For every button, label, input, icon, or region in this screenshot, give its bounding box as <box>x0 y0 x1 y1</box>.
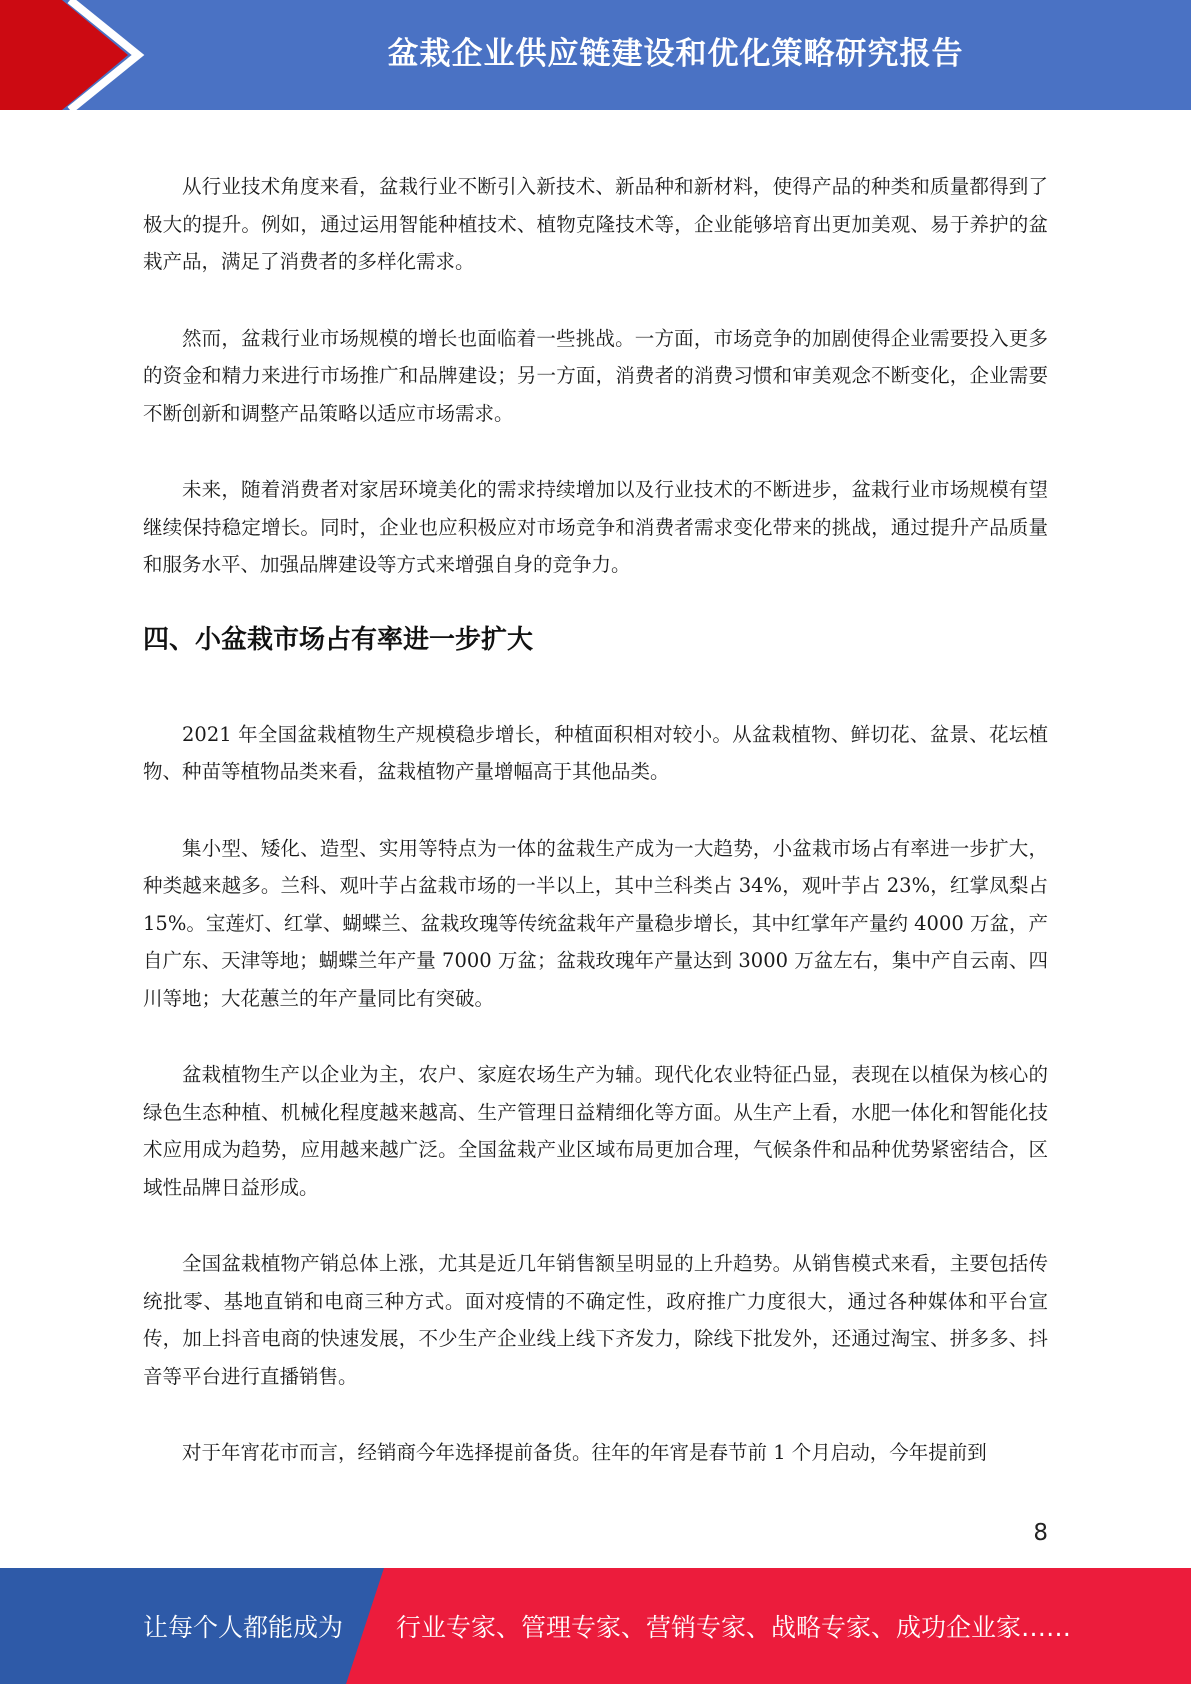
paragraph: 未来，随着消费者对家居环境美化的需求持续增加以及行业技术的不断进步，盆栽行业市场规模有望继续保持稳定增长。同时，企业也应积极应对市场竞争和消费者需求变化带来的挑战，通过提升产品质量和服务水平、加强品牌建设等方式来增强自身的竞争力。 <box>143 478 1048 576</box>
report-title: 盆栽企业供应链建设和优化策略研究报告 <box>387 35 964 72</box>
page-footer <box>0 1568 1191 1684</box>
paragraph: 对于年宵花市而言，经销商今年选择提前备货。往年的年宵是春节前 1 个月启动，今年提前到 <box>182 1441 987 1464</box>
footer-slogan-left: 让每个人都能成为 <box>143 1613 344 1642</box>
paragraph: 全国盆栽植物产销总体上涨，尤其是近几年销售额呈明显的上升趋势。从销售模式来看，主要包括传统批零、基地直销和电商三种方式。面对疫情的不确定性，政府推广力度很大，通过各种媒体和平台宣传，加上抖音电商的快速发展，不少生产企业线上线下齐发力，除线下批发外，还通过淘宝、拼多多、抖音等平台进行直播销售。 <box>143 1252 1048 1388</box>
page-number: 8 <box>1033 1520 1048 1546</box>
paragraph: 2021 年全国盆栽植物生产规模稳步增长，种植面积相对较小。从盆栽植物、鲜切花、盆景、花坛植物、种苗等植物品类来看，盆栽植物产量增幅高于其他品类。 <box>143 722 1048 783</box>
document-body <box>143 168 1048 1472</box>
paragraph: 集小型、矮化、造型、实用等特点为一体的盆栽生产成为一大趋势，小盆栽市场占有率进一步扩大，种类越来越多。兰科、观叶芋占盆栽市场的一半以上，其中兰科类占 34%，观叶芋占 23%，红掌凤梨占 15%。宝莲灯、红掌、蝴蝶兰、盆栽玫瑰等传统盆栽年产量稳步增长，其中红掌年产量约 4000 万盆，产自广东、天津等地；蝴蝶兰年产量 7000 万盆；盆栽玫瑰年产量达到 3000 万盆左右，集中产自云南、四川等地；大花蕙兰的年产量同比有突破。 <box>143 836 1048 1010</box>
paragraph: 盆栽植物生产以企业为主，农户、家庭农场生产为辅。现代化农业特征凸显，表现在以植保为核心的绿色生态种植、机械化程度越来越高、生产管理日益精细化等方面。从生产上看，水肥一体化和智能化技术应用成为趋势，应用越来越广泛。全国盆栽产业区域布局更加合理，气候条件和品种优势紧密结合，区域性品牌日益形成。 <box>143 1063 1048 1199</box>
paragraph: 从行业技术角度来看，盆栽行业不断引入新技术、新品种和新材料，使得产品的种类和质量都得到了极大的提升。例如，通过运用智能种植技术、植物克隆技术等，企业能够培育出更加美观、易于养护的盆栽产品，满足了消费者的多样化需求。 <box>143 175 1048 273</box>
page-header <box>0 0 1191 110</box>
footer-slogan-right: 行业专家、管理专家、营销专家、战略专家、成功企业家…… <box>396 1613 1072 1642</box>
paragraph: 然而，盆栽行业市场规模的增长也面临着一些挑战。一方面，市场竞争的加剧使得企业需要投入更多的资金和精力来进行市场推广和品牌建设；另一方面，消费者的消费习惯和审美观念不断变化，企业需要不断创新和调整产品策略以适应市场需求。 <box>143 326 1048 425</box>
section-heading: 四、小盆栽市场占有率进一步扩大 <box>143 624 534 655</box>
